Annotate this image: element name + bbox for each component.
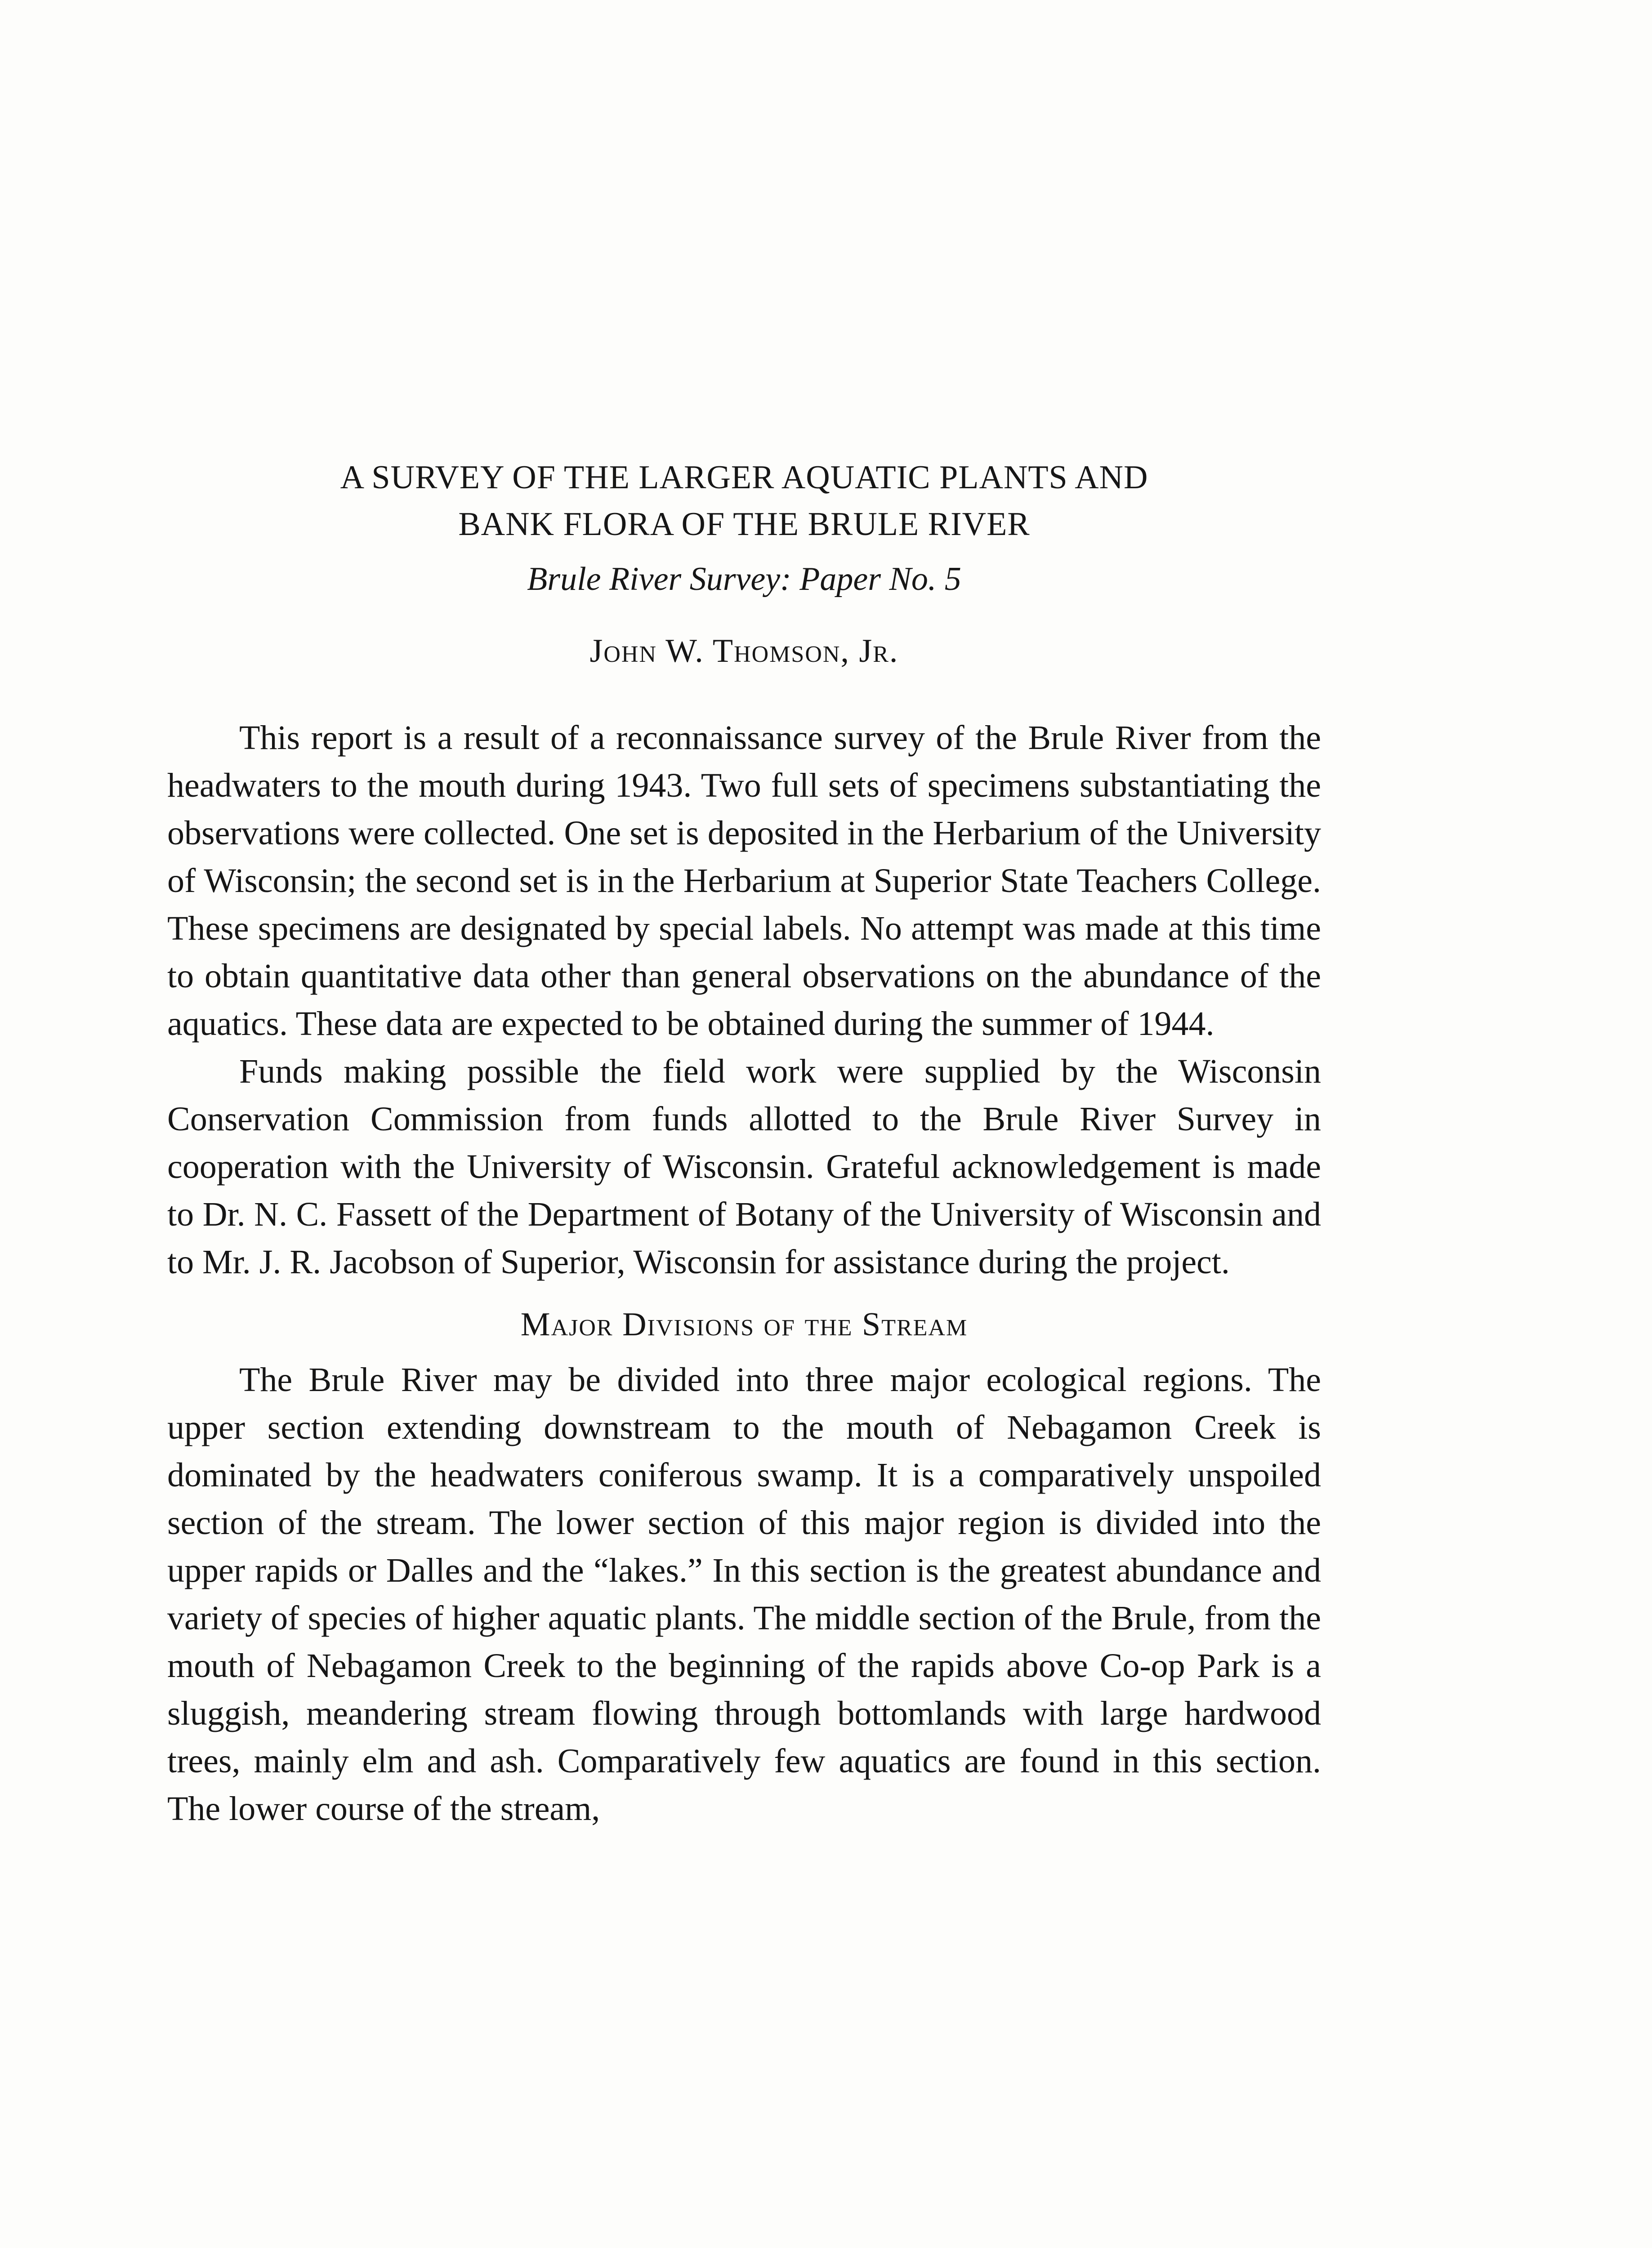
series-subtitle: Brule River Survey: Paper No. 5	[527, 561, 961, 598]
paragraph-acknowledgements: Funds making possible the field work were supplied by the Wisconsin Conservation Commission from funds allotted to the Brule River Survey in cooperation with the University of Wisconsin. Grateful acknowledgement is made to Dr. N. C. Fassett of the Department of Botany of the University of Wisconsin and to Mr. J. R. Jacobson of Superior, Wisconsin for assistance during the project.	[167, 1053, 1321, 1281]
section-heading: Major Divisions of the Stream	[520, 1306, 968, 1343]
page-content	[167, 454, 1321, 1833]
paragraph-intro: This report is a result of a reconnaissance survey of the Brule River from the headwaters to the mouth during 1943. Two full sets of specimens substantiating the observations were collected. One set is deposited in the Herbarium of the University of Wisconsin; the second set is in the Herbarium at Superior State Teachers College. These specimens are designated by special labels. No attempt was made at this time to obtain quantitative data other than general observations on the abundance of the aquatics. These data are expected to be obtained during the summer of 1944.	[167, 719, 1321, 1043]
author-name: John W. Thomson, Jr.	[589, 633, 899, 669]
article-title	[167, 454, 1321, 548]
title-line-1: A SURVEY OF THE LARGER AQUATIC PLANTS AND	[340, 459, 1148, 496]
paragraph-divisions: The Brule River may be divided into three major ecological regions. The upper section extending downstream to the mouth of Nebagamon Creek is dominated by the headwaters coniferous swamp. It is a comparatively unspoiled section of the stream. The lower section of this major region is divided into the upper rapids or Dalles and the “lakes.” In this section is the greatest abundance and variety of species of higher aquatic plants. The middle section of the Brule, from the mouth of Nebagamon Creek to the beginning of the rapids above Co-op Park is a sluggish, meandering stream flowing through bottomlands with large hardwood trees, mainly elm and ash. Comparatively few aquatics are found in this section. The lower course of the stream,	[167, 1361, 1321, 1828]
article-body	[167, 714, 1321, 1833]
title-line-2: BANK FLORA OF THE BRULE RIVER	[458, 506, 1030, 543]
